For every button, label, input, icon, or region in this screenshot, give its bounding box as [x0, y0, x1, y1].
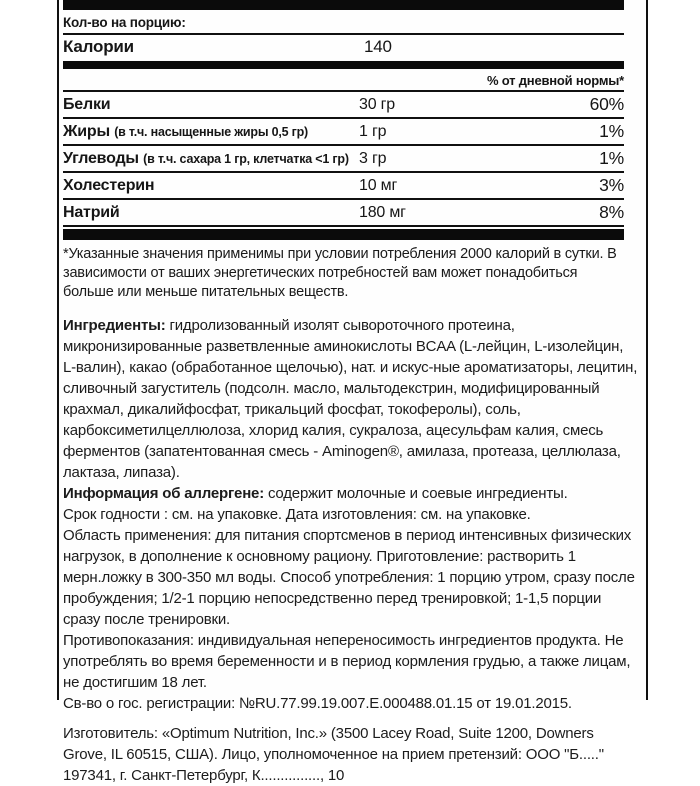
nutrient-daily-value: 8% — [599, 202, 624, 222]
nutrient-name: Холестерин — [63, 176, 155, 194]
ingredients-lead: Ингредиенты: — [63, 317, 166, 334]
nutrient-daily-value: 1% — [599, 148, 624, 168]
usage-paragraph: Область применения: для питания спортсменов в период интенсивных физических нагрузок, в дополнение к основному рациону. Приготовление: растворить 1 мерн.ложку в 300-350 мл воды. Способ употребления: 1 порцию утром, сразу после пробуждения; 1/2-1 порцию непосредственно перед тренировкой; 1-1,5 порции сразу после тренировки. — [63, 527, 635, 628]
allergen-text: содержит молочные и соевые ингредиенты. — [264, 485, 568, 502]
contraindications-paragraph: Противопоказания: индивидуальная непереносимость ингредиентов продукта. Не употреблять во время беременности и в период кормления грудью, а также лицам, не достигшим 18 лет. — [63, 632, 631, 691]
nutrient-detail: (в т.ч. насыщенные жиры 0,5 гр) — [114, 124, 309, 139]
nutrient-name: Углеводы — [63, 149, 139, 167]
table-row-sodium — [63, 200, 624, 227]
nutrient-name: Жиры — [63, 122, 110, 140]
table-row-cholesterol — [63, 173, 624, 200]
calories-value: 140 — [364, 37, 392, 56]
nutrition-label-panel — [57, 0, 648, 784]
ingredients-text: гидролизованный изолят сывороточного протеина, микронизированные разветвленные аминокислоты BCAA (L-лейцин, L-изолейцин, L-валин), какао (обработанное щелочью), нат. и искус-ные ароматизаторы, лецитин, сливочный загуститель (подсолн. масло, мальтодекстрин, модифицированный крахмал, дикалийфосфат, трикальций фосфат, токоферолы), соль, карбоксиметилцеллюлоза, хлорид калия, сукралоза, ацесульфам калия, смесь ферментов (запатентованная смесь - Aminogen®, амилаза, протеаза, целлюлаза, лактаза, липаза). — [63, 317, 638, 481]
table-row-protein — [63, 92, 624, 119]
allergen-paragraph — [63, 483, 638, 504]
allergen-lead: Информация об аллергене: — [63, 485, 264, 502]
nutrient-detail: (в т.ч. сахара 1 гр, клетчатка <1 гр) — [143, 151, 349, 166]
table-row-fat — [63, 119, 624, 146]
calories-label: Калории — [63, 37, 134, 56]
registration-paragraph: Св-во о гос. регистрации: №RU.77.99.19.007.Е.000488.01.15 от 19.01.2015. — [63, 695, 572, 712]
daily-value-header: % от дневной нормы* — [63, 69, 624, 92]
shelf-life-paragraph: Срок годности : см. на упаковке. Дата изготовления: см. на упаковке. — [63, 506, 531, 523]
calories-row — [63, 35, 624, 60]
ingredients-paragraph — [63, 315, 638, 483]
nutrition-facts-table — [63, 0, 624, 302]
top-black-bar — [63, 0, 624, 10]
nutrient-amount: 1 гр — [359, 122, 387, 140]
table-row-carbs — [63, 146, 624, 173]
separator-bar — [63, 61, 624, 69]
nutrient-amount: 10 мг — [359, 176, 398, 194]
serving-header: Кол-во на порцию: — [63, 10, 624, 35]
label-body-text — [63, 315, 638, 786]
daily-value-footnote: *Указанные значения применимы при условии потребления 2000 калорий в сутки. В зависимости от ваших энергетических потребностей вам может понадобиться больше или меньше питательных веществ. — [63, 246, 617, 300]
nutrient-daily-value: 60% — [589, 94, 624, 114]
nutrient-daily-value: 3% — [599, 175, 624, 195]
nutrient-daily-value: 1% — [599, 121, 624, 141]
bottom-black-bar — [63, 229, 624, 240]
nutrient-amount: 30 гр — [359, 95, 395, 113]
nutrient-name: Натрий — [63, 203, 120, 221]
nutrient-name: Белки — [63, 95, 111, 113]
nutrient-amount: 180 мг — [359, 203, 406, 221]
manufacturer-paragraph: Изготовитель: «Optimum Nutrition, Inc.» (3500 Lacey Road, Suite 1200, Downers Grove, IL 60515, США). Лицо, уполномоченное на прием претензий: ООО "Б....." 197341, г. Санкт-Петербург, К..............., 10 — [63, 725, 604, 784]
nutrient-amount: 3 гр — [359, 149, 387, 167]
